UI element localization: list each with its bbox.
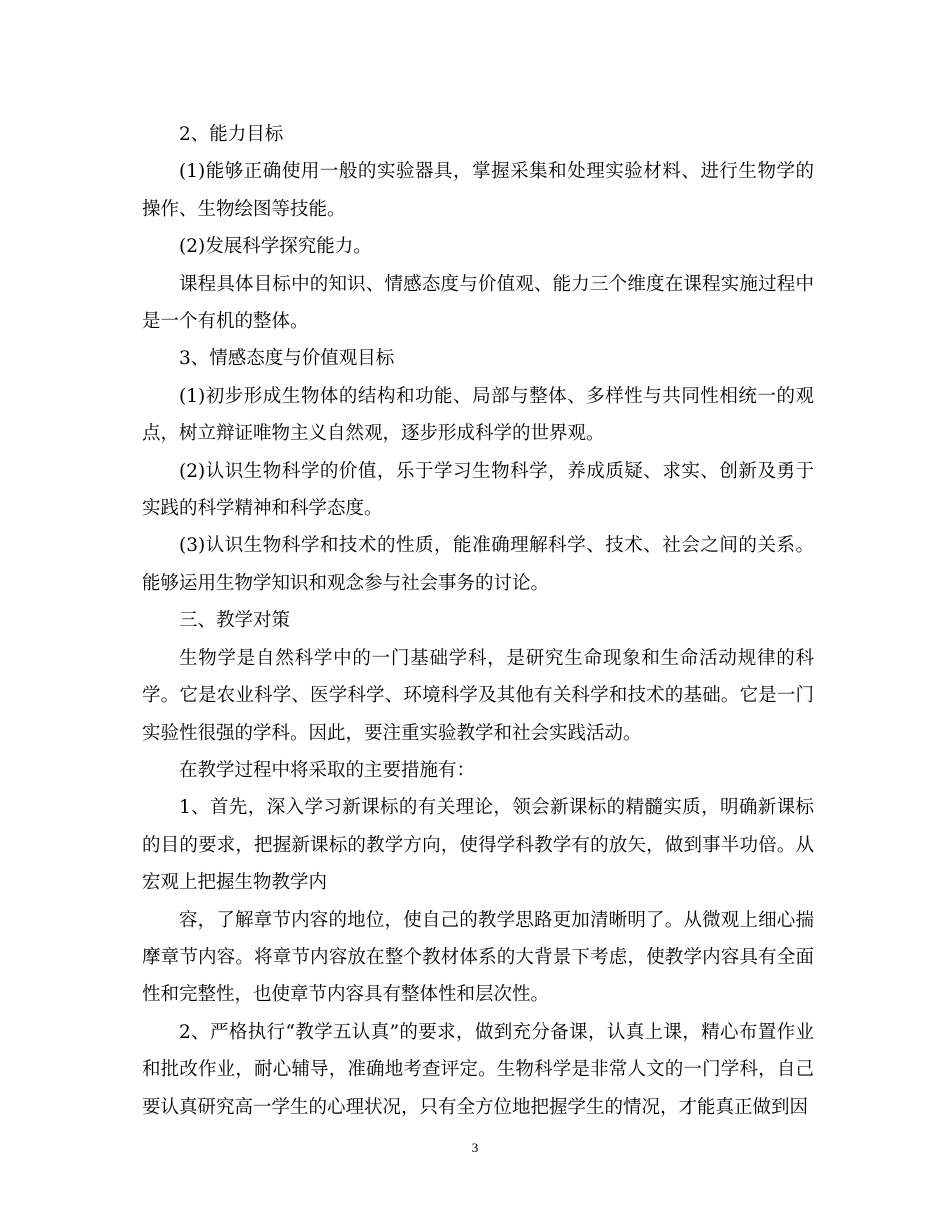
paragraph: (1)能够正确使用一般的实验器具，掌握采集和处理实验材料、进行生物学的操作、生物绘图等技能。 bbox=[142, 161, 814, 220]
document-body bbox=[142, 116, 814, 1126]
paragraph: (2)认识生物科学的价值，乐于学习生物科学，养成质疑、求实、创新及勇于实践的科学精神和科学态度。 bbox=[142, 460, 814, 520]
page-number: 3 bbox=[471, 1140, 479, 1155]
heading-teaching-strategy: 三、教学对策 bbox=[179, 610, 291, 632]
paragraph: 生物学是自然科学中的一门基础学科，是研究生命现象和生命活动规律的科学。它是农业科学、医学科学、环境科学及其他有关科学和技术的基础。它是一门实验性很强的学科。因此，要注重实验教学和社会实践活动。 bbox=[142, 647, 814, 744]
paragraph: 2、严格执行“教学五认真”的要求，做到充分备课，认真上课，精心布置作业和批改作业，耐心辅导，准确地考查评定。生物科学是非常人文的一门学科，自己要认真研究高一学生的心理状况，只有全方位地把握学生的情况，才能真正做到因 bbox=[142, 1021, 814, 1118]
paragraph: 在教学过程中将采取的主要措施有： bbox=[179, 759, 476, 781]
paragraph: (1)初步形成生物体的结构和功能、局部与整体、多样性与共同性相统一的观点，树立辩证唯物主义自然观，逐步形成科学的世界观。 bbox=[142, 385, 814, 445]
paragraph: (2)发展科学探究能力。 bbox=[179, 236, 372, 258]
heading-ability-goals: 2、能力目标 bbox=[179, 124, 284, 145]
paragraph: 容，了解章节内容的地位，使自己的教学思路更加清晰明了。从微观上细心揣摩章节内容。将章节内容放在整个教材体系的大背景下考虑，使教学内容具有全面性和完整性，也使章节内容具有整体性和层次性。 bbox=[142, 909, 814, 1006]
paragraph: (3)认识生物科学和技术的性质，能准确理解科学、技术、社会之间的关系。能够运用生物学知识和观念参与社会事务的讨论。 bbox=[142, 535, 814, 594]
heading-attitude-goals: 3、情感态度与价值观目标 bbox=[179, 348, 395, 370]
paragraph: 课程具体目标中的知识、情感态度与价值观、能力三个维度在课程实施过程中是一个有机的整体。 bbox=[142, 273, 814, 333]
paragraph: 1、首先，深入学习新课标的有关理论，领会新课标的精髓实质，明确新课标的目的要求，把握新课标的教学方向，使得学科教学有的放矢，做到事半功倍。从宏观上把握生物教学内 bbox=[142, 797, 814, 894]
